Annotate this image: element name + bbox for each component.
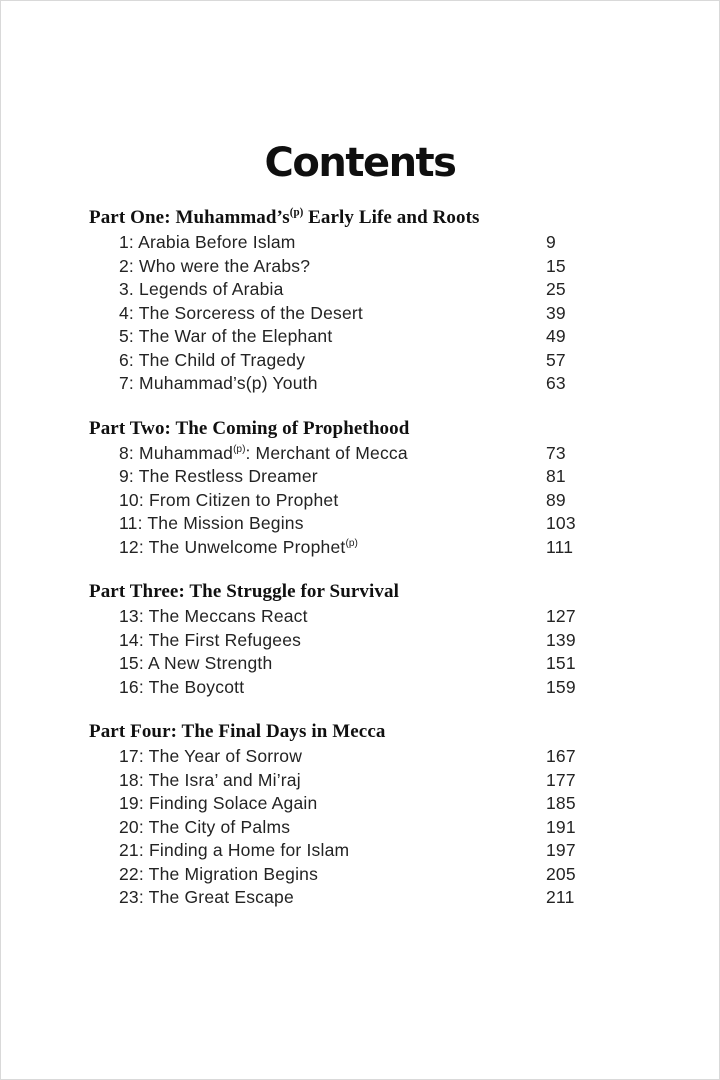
part-heading-text: Part Four: The Final Days in Mecca	[89, 721, 386, 742]
toc-entry	[89, 676, 659, 700]
chapter-title: 22: The Migration Begins	[119, 863, 319, 884]
toc-entry	[89, 652, 659, 676]
toc-entry	[89, 839, 659, 863]
page-number: 25	[546, 279, 566, 299]
part-heading-text: Early Life and Roots	[303, 207, 480, 228]
toc-entry	[89, 816, 659, 840]
chapter-title: 21: Finding a Home for Islam	[119, 840, 350, 860]
page-number: 177	[546, 769, 576, 790]
chapter-title: 10: From Citizen to Prophet	[119, 489, 339, 510]
toc-entry	[89, 512, 659, 536]
chapter-title: 2: Who were the Arabs?	[119, 255, 311, 276]
page-number: 89	[546, 489, 566, 510]
chapter-title: 11: The Mission Begins	[119, 513, 304, 533]
page-number: 103	[546, 513, 576, 533]
page-number: 15	[546, 255, 566, 276]
contents-page	[1, 1, 719, 1079]
toc-entry	[89, 629, 659, 653]
chapter-title: 15: A New Strength	[119, 653, 273, 673]
page-number: 111	[546, 536, 574, 557]
toc-entry	[89, 489, 659, 513]
part-heading	[89, 579, 659, 605]
page-number: 63	[546, 373, 566, 393]
chapter-title: 4: The Sorceress of the Desert	[119, 302, 363, 323]
page-number: 81	[546, 466, 566, 486]
page-number: 57	[546, 349, 566, 370]
toc-entry	[89, 325, 659, 349]
chapter-title: 14: The First Refugees	[119, 629, 302, 650]
page-number: 211	[546, 887, 575, 907]
toc-entry	[89, 465, 659, 489]
chapter-title: 17: The Year of Sorrow	[119, 746, 303, 766]
chapter-title: 1: Arabia Before Islam	[119, 232, 296, 252]
page-number: 197	[546, 840, 576, 860]
chapter-title: 5: The War of the Elephant	[119, 326, 333, 346]
page-number: 167	[546, 746, 576, 766]
page-title: Contents	[264, 140, 456, 186]
chapter-title: 7: Muhammad’s(p) Youth	[119, 373, 318, 393]
chapter-title: 18: The Isra’ and Mi’raj	[119, 769, 301, 790]
page-number: 39	[546, 302, 566, 323]
pbuh-superscript: (p)	[289, 206, 304, 219]
toc-part-four	[89, 719, 659, 910]
chapter-title: 19: Finding Solace Again	[119, 793, 318, 813]
chapter-title: 6: The Child of Tragedy	[119, 349, 306, 370]
chapter-title: 16: The Boycott	[119, 676, 245, 697]
page-number: 185	[546, 793, 576, 813]
page-number: 151	[546, 653, 576, 673]
page-number: 73	[546, 442, 566, 463]
part-heading	[89, 719, 659, 745]
toc-entry	[89, 302, 659, 326]
toc-part-two	[89, 416, 659, 560]
part-heading-text: Part One: Muhammad’s	[89, 207, 290, 228]
chapter-title: 13: The Meccans React	[119, 606, 308, 626]
toc-part-one	[89, 205, 659, 396]
chapter-title: 3. Legends of Arabia	[119, 279, 284, 299]
chapter-title: 9: The Restless Dreamer	[119, 466, 318, 486]
toc-entry	[89, 278, 659, 302]
part-heading	[89, 416, 659, 442]
toc-entry	[89, 349, 659, 373]
page-number: 191	[546, 816, 576, 837]
toc-entry	[89, 442, 659, 466]
page-number: 49	[546, 326, 566, 346]
toc-entry	[89, 536, 659, 560]
toc-entry	[89, 769, 659, 793]
part-heading-text: Part Two: The Coming of Prophethood	[89, 417, 410, 439]
chapter-title: 12: The Unwelcome Prophet	[119, 536, 346, 557]
pbuh-superscript: (p)	[345, 537, 358, 549]
toc-entry	[89, 372, 659, 396]
pbuh-superscript: (p)	[233, 443, 246, 455]
table-of-contents	[89, 205, 659, 910]
toc-entry	[89, 792, 659, 816]
chapter-title: 20: The City of Palms	[119, 816, 291, 837]
chapter-title: : Merchant of Mecca	[245, 442, 408, 463]
chapter-title: 8: Muhammad	[119, 442, 234, 463]
page-number: 205	[546, 863, 576, 884]
toc-entry	[89, 605, 659, 629]
toc-entry	[89, 255, 659, 279]
toc-entry	[89, 886, 659, 910]
part-heading-text: Part Three: The Struggle for Survival	[89, 581, 399, 602]
page-number: 139	[546, 629, 576, 650]
toc-entry	[89, 745, 659, 769]
page-number: 127	[546, 606, 576, 626]
page-number: 9	[546, 232, 556, 252]
page-number: 159	[546, 676, 576, 697]
chapter-title: 23: The Great Escape	[119, 887, 294, 907]
toc-entry	[89, 231, 659, 255]
toc-part-three	[89, 579, 659, 699]
part-heading	[89, 205, 659, 231]
toc-entry	[89, 863, 659, 887]
